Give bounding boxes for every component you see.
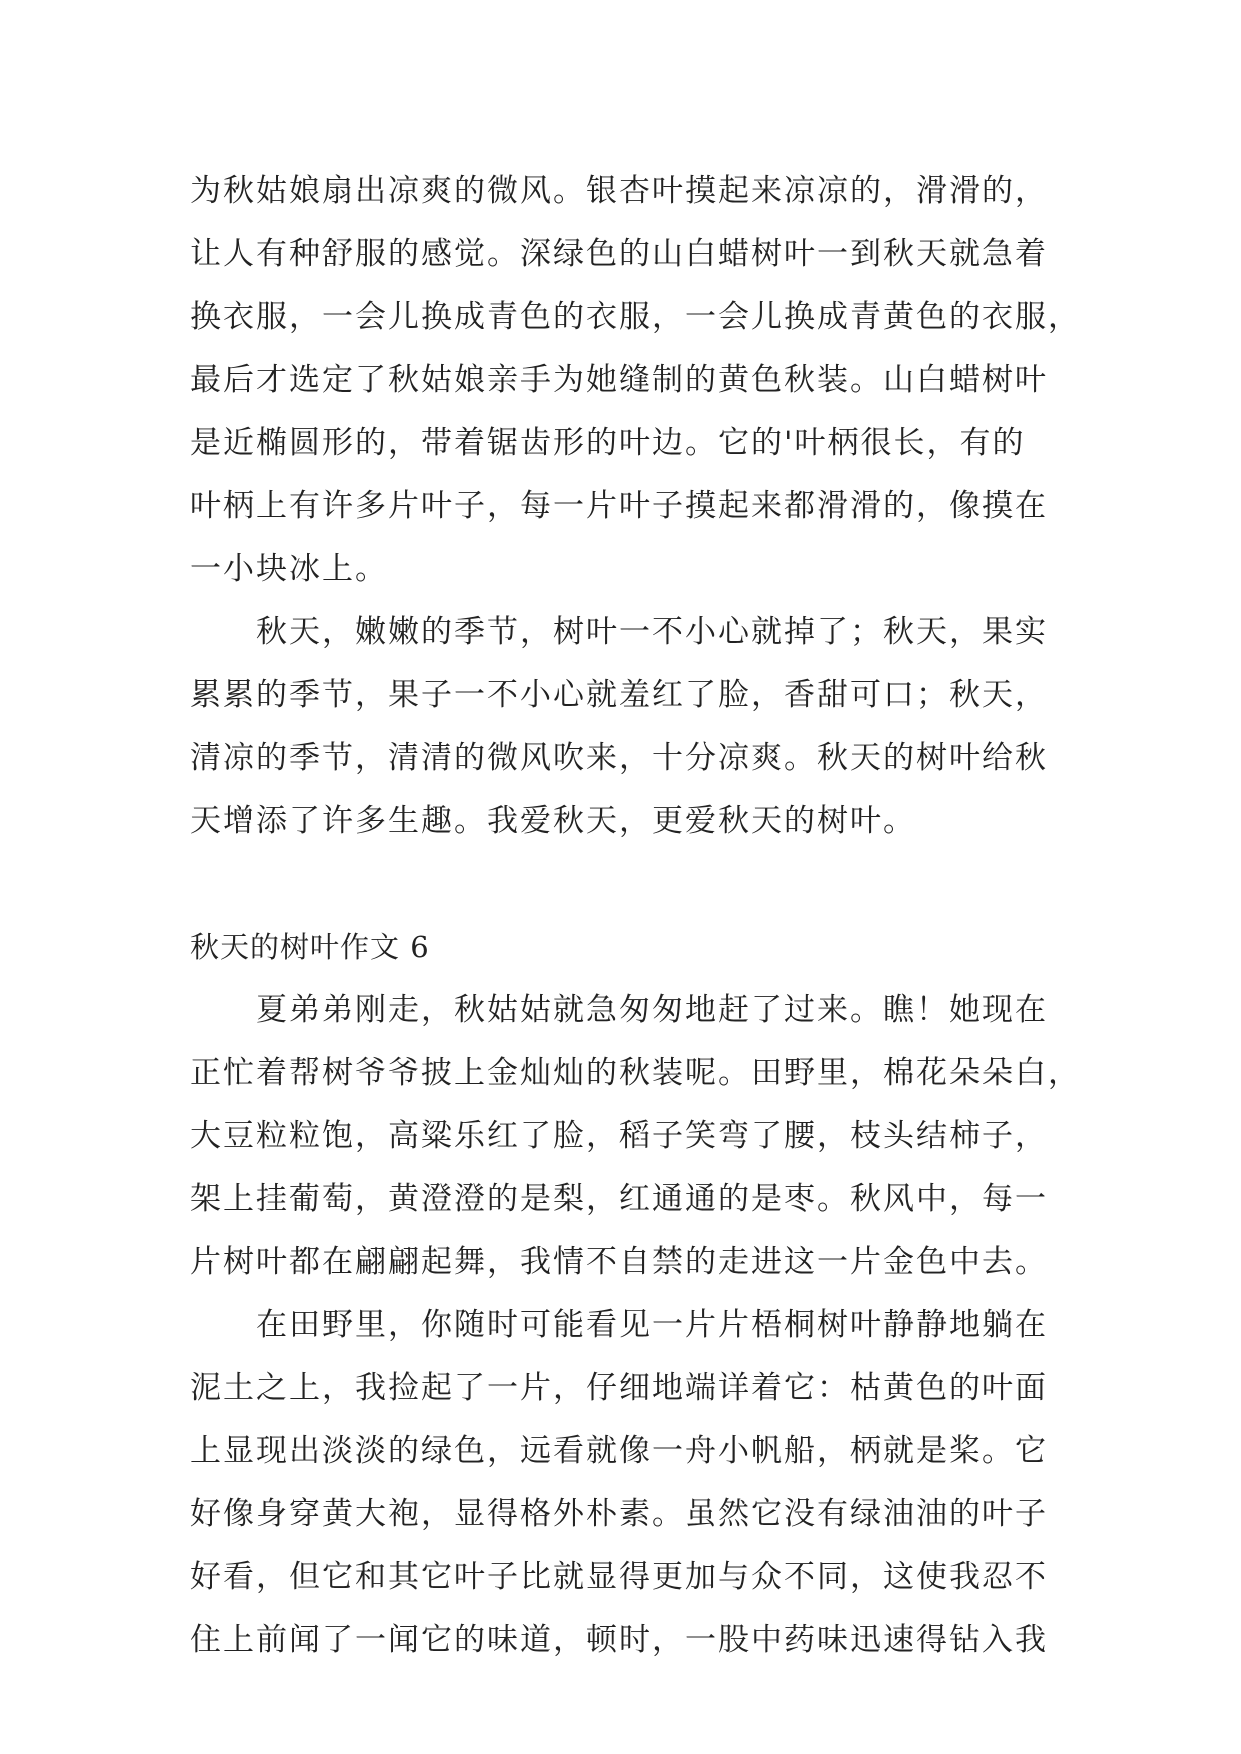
- document-body: [190, 160, 1081, 1672]
- text-line: 上显现出淡淡的绿色，远看就像一舟小帆船，柄就是桨。它: [190, 1433, 1048, 1469]
- text-line: 清凉的季节，清清的微风吹来，十分凉爽。秋天的树叶给秋: [190, 740, 1048, 776]
- text-line: 累累的季节，果子一不小心就羞红了脸，香甜可口；秋天，: [190, 677, 1048, 713]
- paragraph-summer-leaves: [190, 979, 1081, 1294]
- text-line: 是近椭圆形的，带着锯齿形的叶边。它的'叶柄很长，有的: [190, 425, 1026, 461]
- text-line: 正忙着帮树爷爷披上金灿灿的秋装呢。田野里，棉花朵朵白，: [190, 1055, 1081, 1091]
- text-line: 秋天，嫩嫩的季节，树叶一不小心就掉了；秋天，果实: [256, 614, 1048, 650]
- essay-heading: 秋天的树叶作文 6: [190, 930, 430, 964]
- text-line: 一小块冰上。: [190, 551, 388, 587]
- text-line: 最后才选定了秋姑娘亲手为她缝制的黄色秋装。山白蜡树叶: [190, 362, 1048, 398]
- text-line: 为秋姑娘扇出凉爽的微风。银杏叶摸起来凉凉的，滑滑的，: [190, 173, 1048, 209]
- paragraph-continued: [190, 160, 1081, 601]
- text-line: 泥土之上，我捡起了一片，仔细地端详着它：枯黄色的叶面: [190, 1370, 1048, 1406]
- text-line: 架上挂葡萄，黄澄澄的是梨，红通通的是枣。秋风中，每一: [190, 1181, 1048, 1217]
- text-line: 住上前闻了一闻它的味道，顿时，一股中药味迅速得钻入我: [190, 1622, 1048, 1658]
- paragraph-gap: [190, 853, 1070, 916]
- text-line: 夏弟弟刚走，秋姑姑就急匆匆地赶了过来。瞧！她现在: [256, 992, 1048, 1028]
- text-line: 好像身穿黄大袍，显得格外朴素。虽然它没有绿油油的叶子: [190, 1496, 1048, 1532]
- text-line: 天增添了许多生趣。我爱秋天，更爱秋天的树叶。: [190, 803, 916, 839]
- text-line: 让人有种舒服的感觉。深绿色的山白蜡树叶一到秋天就急着: [190, 236, 1048, 272]
- text-line: 大豆粒粒饱，高粱乐红了脸，稻子笑弯了腰，枝头结柿子，: [190, 1118, 1048, 1154]
- text-line: 片树叶都在翩翩起舞，我情不自禁的走进这一片金色中去。: [190, 1244, 1048, 1280]
- text-line: 好看，但它和其它叶子比就显得更加与众不同，这使我忍不: [190, 1559, 1048, 1595]
- text-line: 在田野里，你随时可能看见一片片梧桐树叶静静地躺在: [256, 1307, 1048, 1343]
- paragraph-field-leaf: [190, 1294, 1070, 1672]
- text-line: 换衣服，一会儿换成青色的衣服，一会儿换成青黄色的衣服，: [190, 299, 1081, 335]
- paragraph-autumn-summary: [190, 601, 1070, 853]
- text-line: 叶柄上有许多片叶子，每一片叶子摸起来都滑滑的，像摸在: [190, 488, 1048, 524]
